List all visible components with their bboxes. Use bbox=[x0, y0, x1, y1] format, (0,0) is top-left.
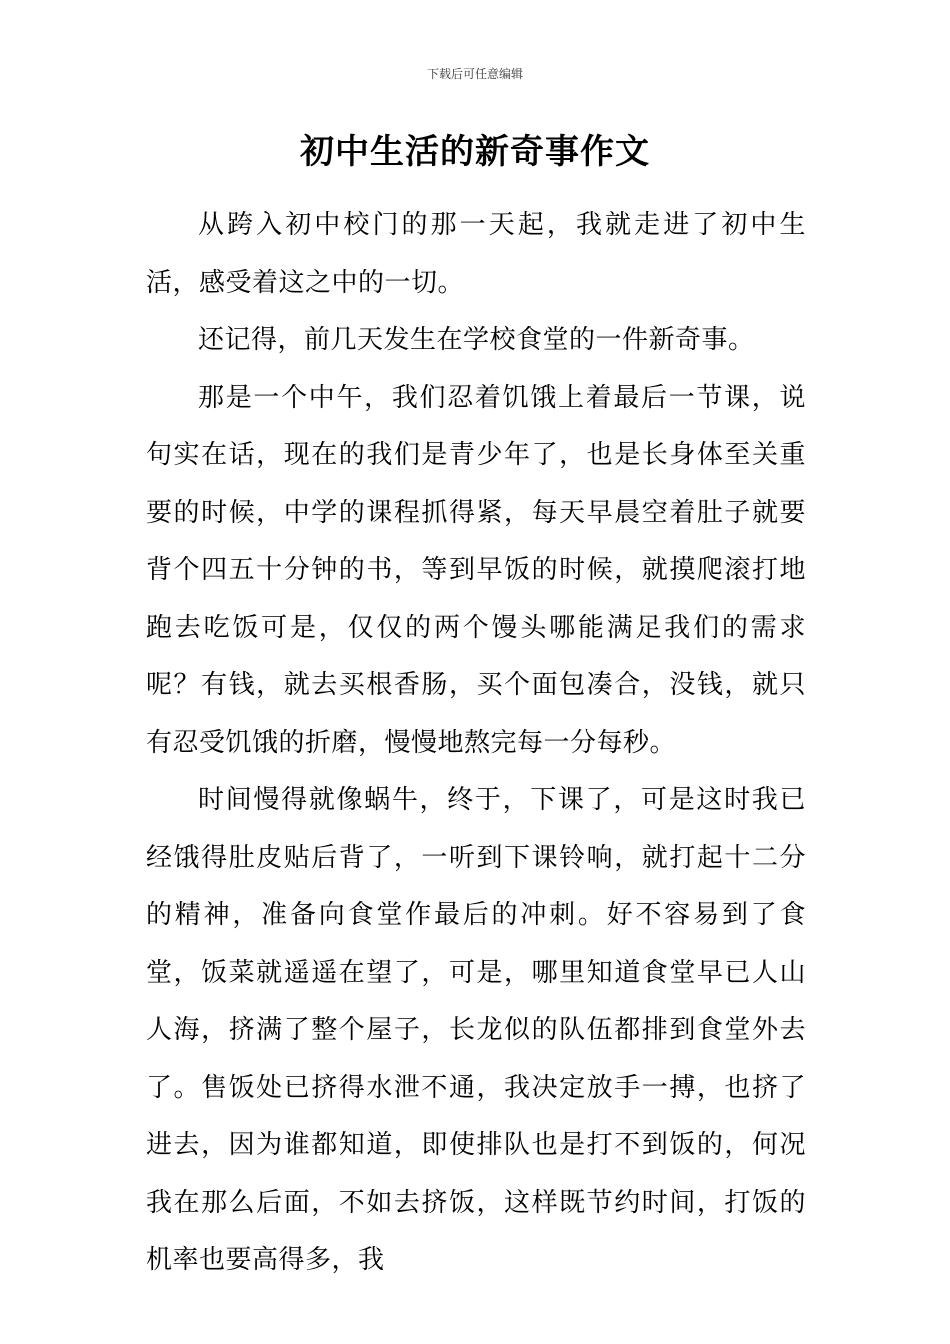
paragraph: 那是一个中午，我们忍着饥饿上着最后一节课，说句实在话，现在的我们是青少年了，也是长身体至关重要的时候，中学的课程抓得紧，每天早晨空着肚子就要背个四五十分钟的书，等到早饭的时候，就摸爬滚打地跑去吃饭可是，仅仅的两个馒头哪能满足我们的需求呢？有钱，就去买根香肠，买个面包凑合，没钱，就只有忍受饥饿的折磨，慢慢地熬完每一分每秒。 bbox=[146, 382, 806, 758]
paragraph: 从跨入初中校门的那一天起，我就走进了初中生活，感受着这之中的一切。 bbox=[146, 210, 806, 298]
document-body bbox=[146, 197, 806, 1290]
paragraph: 时间慢得就像蜗牛，终于，下课了，可是这时我已经饿得肚皮贴后背了，一听到下课铃响，就打起十二分的精神，准备向食堂作最后的冲刺。好不容易到了食堂，饭菜就遥遥在望了，可是，哪里知道食堂早已人山人海，挤满了整个屋子，长龙似的队伍都排到食堂外去了。售饭处已挤得水泄不通，我决定放手一搏，也挤了进去，因为谁都知道，即使排队也是打不到饭的，何况我在那么后面，不如去挤饭，这样既节约时间，打饭的机率也要高得多，我 bbox=[146, 785, 806, 1275]
document-title: 初中生活的新奇事作文 bbox=[300, 132, 650, 172]
paragraph: 还记得，前几天发生在学校食堂的一件新奇事。 bbox=[198, 325, 755, 355]
header-note: 下载后可任意编辑 bbox=[426, 67, 523, 81]
